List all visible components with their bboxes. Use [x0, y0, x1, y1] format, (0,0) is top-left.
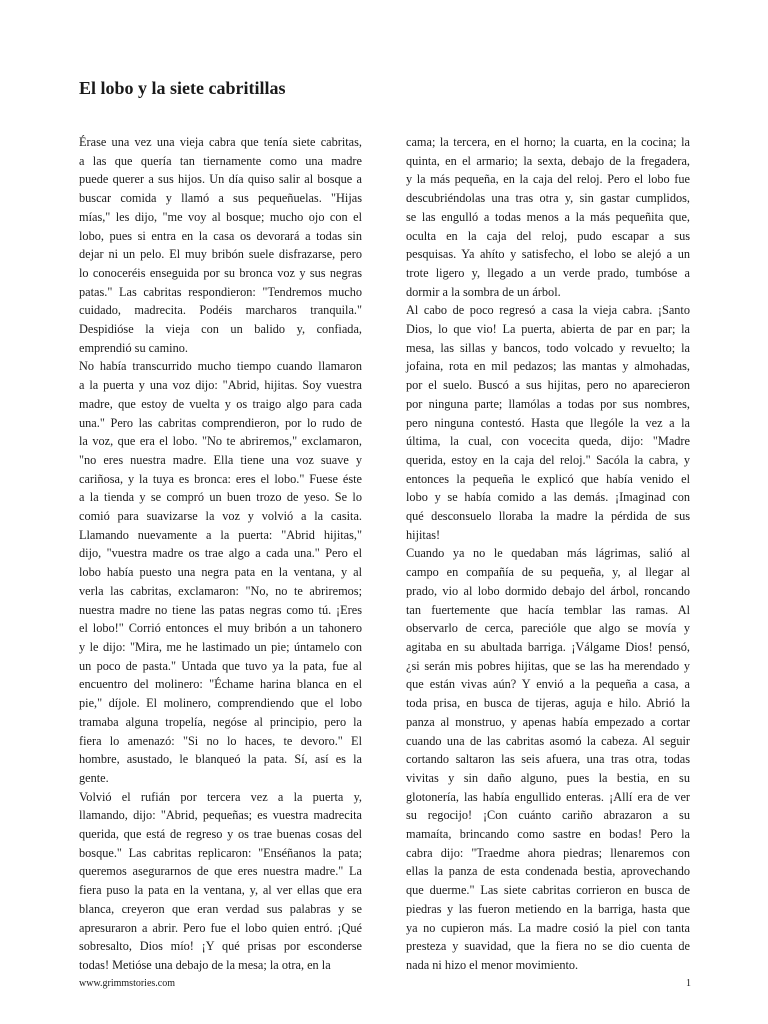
text-line: querida, que está de regreso y os trae buenas cosas del — [79, 827, 362, 842]
text-line: mamaíta, brincando como sastre en bodas! Pero la — [406, 827, 690, 842]
text-line: puede querer a sus hijos. Un día quiso salir al bosque a — [79, 172, 362, 187]
text-line: Volvió el rufián por tercera vez a la puerta y, — [79, 789, 362, 804]
right-text-column — [406, 133, 690, 975]
text-line: se las engulló a todas menos a la más pequeñita que, — [406, 209, 690, 224]
text-line: Llamando nuevamente a la puerta: "Abrid hijitas," — [79, 527, 362, 542]
text-line: buscar comida y llamó a sus pequeñuelas. "Hijas — [79, 191, 362, 206]
story-title: El lobo y la siete cabritillas — [79, 78, 286, 98]
text-line: pie," díjole. El molinero, comprendiendo que el lobo — [79, 696, 362, 711]
text-line: Cuando ya no le quedaban más lágrimas, salió al — [406, 546, 690, 561]
text-line: fiera puso la pata en la ventana, y, al ver ellas que era — [79, 883, 362, 898]
text-line: queremos asegurarnos de que eres nuestra madre." La — [79, 864, 362, 879]
text-line: una." Pero las cabritas comprendieron, por lo rudo de — [79, 415, 362, 430]
text-line: dijo, "vuestra madre os trae algo a cada una." Pero el — [79, 546, 362, 561]
text-line: comió para suavizarse la voz y volvió a la casita. — [79, 509, 362, 524]
text-line: tramaba alguna tropelía, negóse al principio, pero la — [79, 714, 362, 729]
text-line: y le dijo: "Mira, me he lastimado un pie; úntamelo con — [79, 639, 362, 654]
text-line: y la más pequeña, en la caja del reloj. Pero el lobo fue — [406, 172, 690, 187]
text-line: patas." Las cabritas respondieron: "Tendremos mucho — [79, 284, 362, 299]
text-line: lobo, pues si entra en la casa os devorará a todas sin — [79, 228, 362, 243]
text-line: dormir a la sombra de un árbol. — [406, 284, 561, 299]
text-line: apresuraron a abrir. Pero fue el lobo quien entró. ¡Qué — [79, 920, 362, 935]
text-line: lo conoceréis enseguida por su bronca voz y sus negras — [79, 265, 362, 280]
footer-website: www.grimmstories.com — [79, 978, 176, 989]
text-line: cariñosa, y la tuya es bronca: eres el lobo." Fuese éste — [79, 471, 362, 486]
text-line: la voz, que era el lobo. "No te abriremos," exclamaron, — [79, 434, 362, 449]
text-line: Despidióse la vieja con un balido y, confiada, — [79, 322, 362, 337]
text-line: sobresalto, Dios mío! ¡Y qué prisas por esconderse — [79, 939, 362, 954]
text-line: mesa, las sillas y bancos, todo volcado y revuelto; la — [406, 340, 690, 355]
text-line: que están vivas aún? Y envió a la pequeña a casa, a — [406, 677, 690, 692]
text-line: campo en compañía de su pequeña, y, al llegar al — [406, 565, 690, 580]
text-line: todas! Metióse una debajo de la mesa; la otra, en la — [79, 957, 331, 972]
text-line: lobo y se había comido a las demás. ¡Imaginad con — [406, 490, 690, 505]
text-line: hijitas! — [406, 527, 441, 542]
text-line: madre, que estoy de vuelta y os traigo algo para cada — [79, 396, 362, 411]
text-line: piedras y las fueron metiendo en la barriga, hasta que — [406, 901, 690, 916]
text-line: ellas la panza de esta condenada bestia, aprovechando — [406, 864, 690, 879]
text-line: a la tienda y se compró un buen trozo de yeso. Se lo — [79, 490, 362, 505]
text-line: tan fuertemente que hacía temblar las ramas. Al — [406, 602, 690, 617]
text-line: nuestra madre no tiene las patas negras como tú. ¡Eres — [79, 602, 362, 617]
text-line: nada ni hizo el menor movimiento. — [406, 957, 579, 972]
text-line: ya no cupieron más. La madre cosió la piel con tanta — [406, 920, 690, 935]
text-line: encuentro del molinero: "Échame harina blanca en el — [79, 677, 362, 692]
text-line: Érase una vez una vieja cabra que tenía siete cabritas, — [79, 135, 362, 149]
text-line: a la puerta y una voz dijo: "Abrid, hijitas. Soy vuestra — [79, 378, 362, 393]
text-line: cama; la tercera, en el horno; la cuarta, en la cocina; la — [406, 135, 690, 149]
text-line: querida, estoy en la caja del reloj." Sacóla la cabra, y — [406, 452, 690, 467]
left-text-column — [79, 133, 362, 975]
text-line: blanca, creyeron que eran verdad sus palabras y se — [79, 901, 362, 916]
text-line: Al cabo de poco regresó a casa la vieja cabra. ¡Santo — [406, 303, 690, 318]
body-paragraph — [79, 357, 362, 787]
text-line: ¿si serán mis pobres hijitas, que se las ha merendado y — [406, 658, 690, 673]
text-line: entonces la pequeña le explicó que había venido el — [406, 471, 690, 486]
text-line: prado, vio al lobo dormido debajo del árbol, roncando — [406, 583, 690, 598]
text-line: el lobo!" Corrió entonces el muy bribón a un tahonero — [79, 621, 362, 636]
text-line: Dios, lo que vio! La puerta, abierta de par en par; la — [406, 322, 690, 337]
text-line: No había transcurrido mucho tiempo cuando llamaron — [79, 359, 362, 374]
text-line: observarlo de cerca, parecióle que algo se movía y — [406, 621, 690, 636]
text-line: cuidado, madrecita. Podéis marcharos tranquila." — [79, 303, 362, 318]
text-line: quinta, en el armario; la sexta, debajo de la fregadera, — [406, 153, 690, 168]
text-line: qué desconsuelo lloraba la madre la pérdida de sus — [406, 509, 690, 524]
text-line: presteza y suavidad, que la fiera no se dio cuenta de — [406, 939, 690, 954]
text-line: toda prisa, en busca de tijeras, aguja e hilo. Abrió la — [406, 696, 690, 711]
text-line: a las que quería tan tiernamente como una madre — [79, 153, 362, 168]
body-paragraph — [406, 544, 690, 974]
text-line: descubriéndolas una tras otra y, sin gastar cumplidos, — [406, 191, 690, 206]
page-number: 1 — [686, 978, 691, 989]
text-line: verla las cabritas, exclamaron: "No, no te abriremos; — [79, 583, 362, 598]
text-line: cortando saltaron las seis afuera, una tras otra, todas — [406, 752, 690, 767]
text-line: que duerme." Las siete cabritas corrieron en busca de — [406, 883, 690, 898]
body-paragraph — [406, 301, 690, 544]
text-line: última, la cual, con vocecita queda, dijo: "Madre — [406, 434, 690, 449]
text-line: su regocijo! ¡Con cuánto cariño abrazaron a su — [406, 808, 690, 823]
text-line: glotonería, las había engullido enteras. ¡Allí era de ver — [406, 789, 690, 804]
text-line: fiera lo amenazó: "Si no lo haces, te devoro." El — [79, 733, 362, 748]
text-line: un poco de pasta." Untada que tuvo ya la pata, fue al — [79, 658, 362, 673]
text-line: bosque." Las cabritas replicaron: "Enséñanos la pata; — [79, 845, 362, 860]
body-paragraph — [406, 133, 690, 301]
text-line: "no eres nuestra madre. Ella tiene una voz suave y — [79, 452, 362, 467]
text-line: pero ninguna contestó. Hasta que llególe la vez a la — [406, 415, 690, 430]
text-line: dejar ni un pelo. El muy bribón suele disfrazarse, pero — [79, 247, 362, 262]
text-line: agitaba en su abultada barriga. ¡Válgame Dios! pensó, — [406, 639, 690, 654]
text-line: emprendió su camino. — [79, 340, 188, 355]
text-line: mías," les dijo, "me voy al bosque; mucho ojo con el — [79, 209, 362, 224]
text-line: pesquisas. Ya ahíto y satisfecho, el lobo se alejó a un — [406, 247, 690, 262]
text-line: trote ligero y, llegado a un verde prado, tumbóse a — [406, 265, 690, 280]
text-line: oculta en la caja del reloj, pudo escapar a sus — [406, 228, 690, 243]
text-line: hombre, asustado, le blanqueó la pata. Sí, así es la — [79, 752, 362, 767]
text-line: llamando, dijo: "Abrid, pequeñas; es vuestra madrecita — [79, 808, 362, 823]
text-line: vivitas y sin daño alguno, pues la bestia, en su — [406, 770, 690, 785]
text-line: panza al monstruo, y apenas había empezado a cortar — [406, 714, 690, 729]
text-line: cuando una de las cabritas asomó la cabeza. Al seguir — [406, 733, 690, 748]
body-paragraph — [79, 788, 362, 975]
text-line: gente. — [79, 770, 109, 785]
text-line: jofaina, rota en mil pedazos; las mantas y almohadas, — [406, 359, 690, 374]
text-line: por el suelo. Buscó a sus hijitas, pero no aparecieron — [406, 378, 690, 393]
text-line: por ninguna parte; llamólas a todas por sus nombres, — [406, 396, 690, 411]
text-line: lobo había puesto una negra pata en la ventana, y al — [79, 565, 362, 580]
body-paragraph — [79, 133, 362, 357]
text-line: cabra dijo: "Traedme ahora piedras; llenaremos con — [406, 845, 690, 860]
